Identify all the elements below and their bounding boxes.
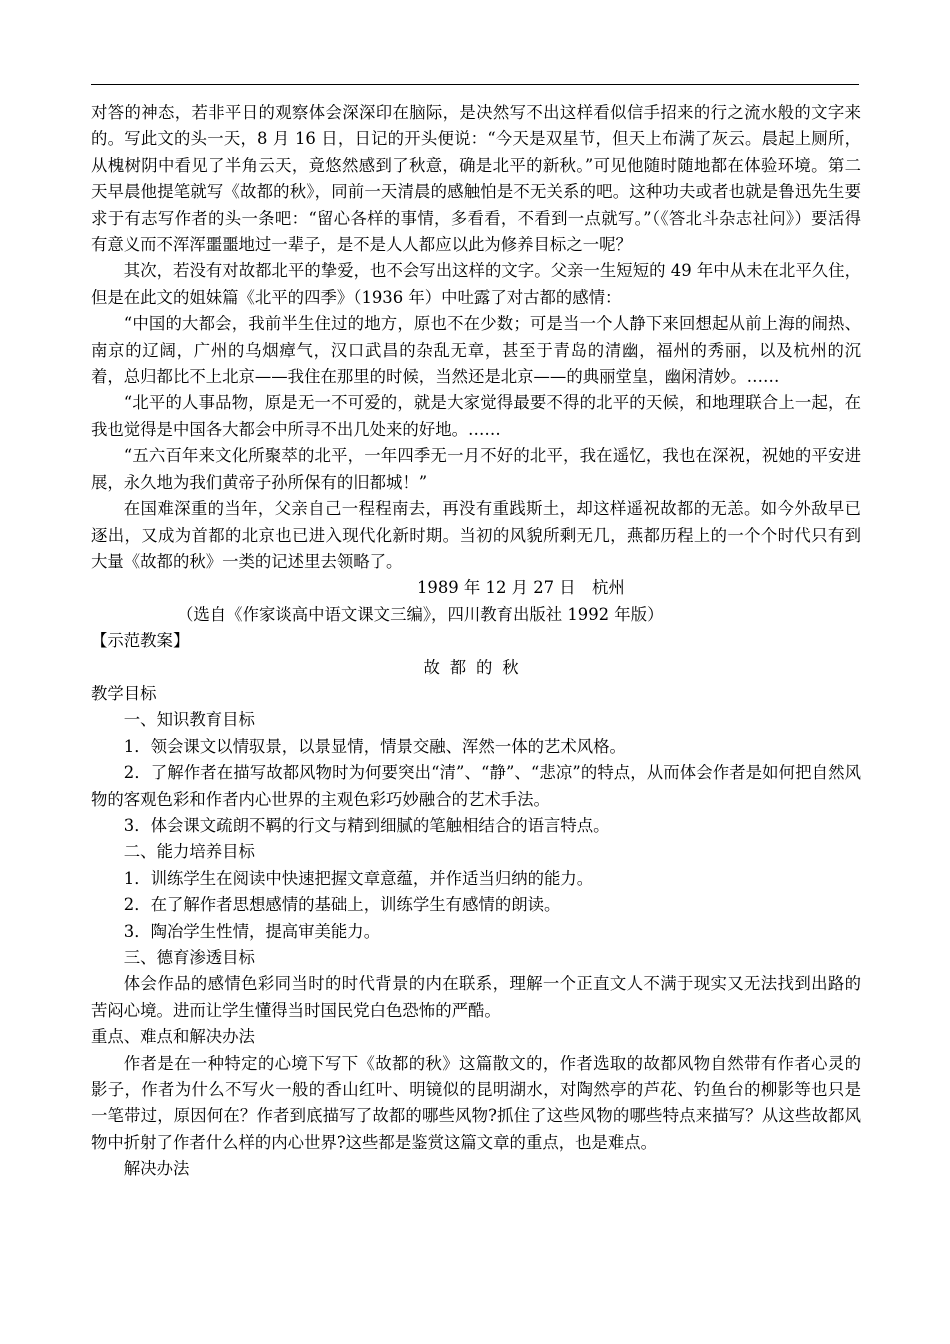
- moral-goals-heading: 三、德育渗透目标: [123, 948, 255, 967]
- solution-heading: 解决办法: [123, 1159, 190, 1179]
- date-place-line: 1989 年 12 月 27 日 杭州: [417, 578, 625, 598]
- quote-paragraph: “五六百年来文化所聚萃的北平，一年四季无一月不好的北平，我在遥忆，我也在深祝，祝她的平安进展，永久地为我们黄帝子孙所保有的旧都城！”: [91, 446, 861, 492]
- goal-item: 2．在了解作者思想感情的基础上，训练学生有感情的朗读。: [123, 895, 561, 915]
- ability-goals-heading: 二、能力培养目标: [123, 842, 255, 862]
- moral-goals-text: 体会作品的感情色彩同当时的时代背景的内在联系，理解一个正直文人不满于现实又无法找到出路的苦闷心境。进而让学生懂得当时国民党白色恐怖的严酷。: [91, 974, 861, 1020]
- goal-item: 2．了解作者在描写故都风物时为何要突出“清”、“静”、“悲凉”的特点，从而体会作者是如何把自然风物的客观色彩和作者内心世界的主观色彩巧妙融合的艺术手法。: [91, 763, 861, 809]
- teaching-goals-heading: 教学目标: [91, 683, 157, 703]
- lesson-title: 故都的秋: [423, 657, 529, 677]
- document-body: [91, 100, 861, 1183]
- goal-item: 3．体会课文疏朗不羁的行文与精到细腻的笔触相结合的语言特点。: [123, 815, 610, 835]
- section-label: 【示范教案】: [91, 631, 190, 651]
- quote-paragraph: “中国的大都会，我前半生住过的地方，原也不在少数；可是当一个人静下来回想起从前上海的闹热、南京的辽阔，广州的乌烟瘴气，汉口武昌的杂乱无章，甚至于青岛的清幽，福州的秀丽，以及杭州的沉着，总归都比不上北京——我住在那里的时候，当然还是北京——的典丽堂皇，幽闲清妙。……: [91, 314, 861, 387]
- source-citation: （选自《作家谈高中语文课文三编》，四川教育出版社 1992 年版）: [177, 604, 664, 624]
- goal-item: 1．训练学生在阅读中快速把握文章意蕴，并作适当归纳的能力。: [123, 868, 594, 888]
- goal-item: 1．领会课文以情驭景，以景显情，情景交融、浑然一体的艺术风格。: [123, 736, 626, 756]
- key-points-heading: 重点、难点和解决办法: [91, 1027, 255, 1047]
- paragraph-continuation: 对答的神态，若非平日的观察体会深深印在脑际，是决然写不出这样看似信手招来的行之流水般的文字来的。写此文的头一天，8 月 16 日，日记的开头便说：“今天是双星节，但天上布满了灰云。晨起上厕所，从槐树阴中看见了半角云天，竟悠然感到了秋意，确是北平的新秋。”可见他随时随地都在体验环境。第二天早晨他提笔就写《故都的秋》，同前一天清晨的感触怕是不无关系的吧。这种功夫或者也就是鲁迅先生要求于有志写作者的头一条吧：“留心各样的事情，多看看，不看到一点就写。”（《答北斗杂志社问》）要活得有意义而不浑浑噩噩地过一辈子，是不是人人都应以此为修养目标之一呢？: [91, 103, 861, 255]
- knowledge-goals-heading: 一、知识教育目标: [123, 710, 255, 730]
- goal-item: 3．陶冶学生性情，提高审美能力。: [123, 921, 381, 941]
- header-rule: [91, 84, 859, 85]
- paragraph-conclusion: 在国难深重的当年，父亲自己一程程南去，再没有重践斯土，却这样遥祝故都的无恙。如今外敌早已逐出，又成为首都的北京也已进入现代化新时期。当初的风貌所剩无几，燕都历程上的一个个时代只有到大量《故都的秋》一类的记述里去领略了。: [91, 499, 861, 571]
- key-points-text: 作者是在一种特定的心境下写下《故都的秋》这篇散文的，作者选取的故都风物自然带有作者心灵的影子，作者为什么不写火一般的香山红叶、明镜似的昆明湖水，对陶然亭的芦花、钓鱼台的柳影等也只是一笔带过，原因何在？作者到底描写了故都的哪些风物?抓住了这些风物的哪些特点来描写？从这些故都风物中折射了作者什么样的内心世界?这些都是鉴赏这篇文章的重点，也是难点。: [91, 1053, 861, 1152]
- paragraph-second-point: 其次，若没有对故都北平的挚爱，也不会写出这样的文字。父亲一生短短的 49 年中从未在北平久住，但是在此文的姐妹篇《北平的四季》（1936 年）中吐露了对古都的感情：: [91, 261, 861, 307]
- quote-paragraph: “北平的人事品物，原是无一不可爱的，就是大家觉得最要不得的北平的天候，和地理联合上一起，在我也觉得是中国各大都会中所寻不出几处来的好地。……: [91, 393, 861, 439]
